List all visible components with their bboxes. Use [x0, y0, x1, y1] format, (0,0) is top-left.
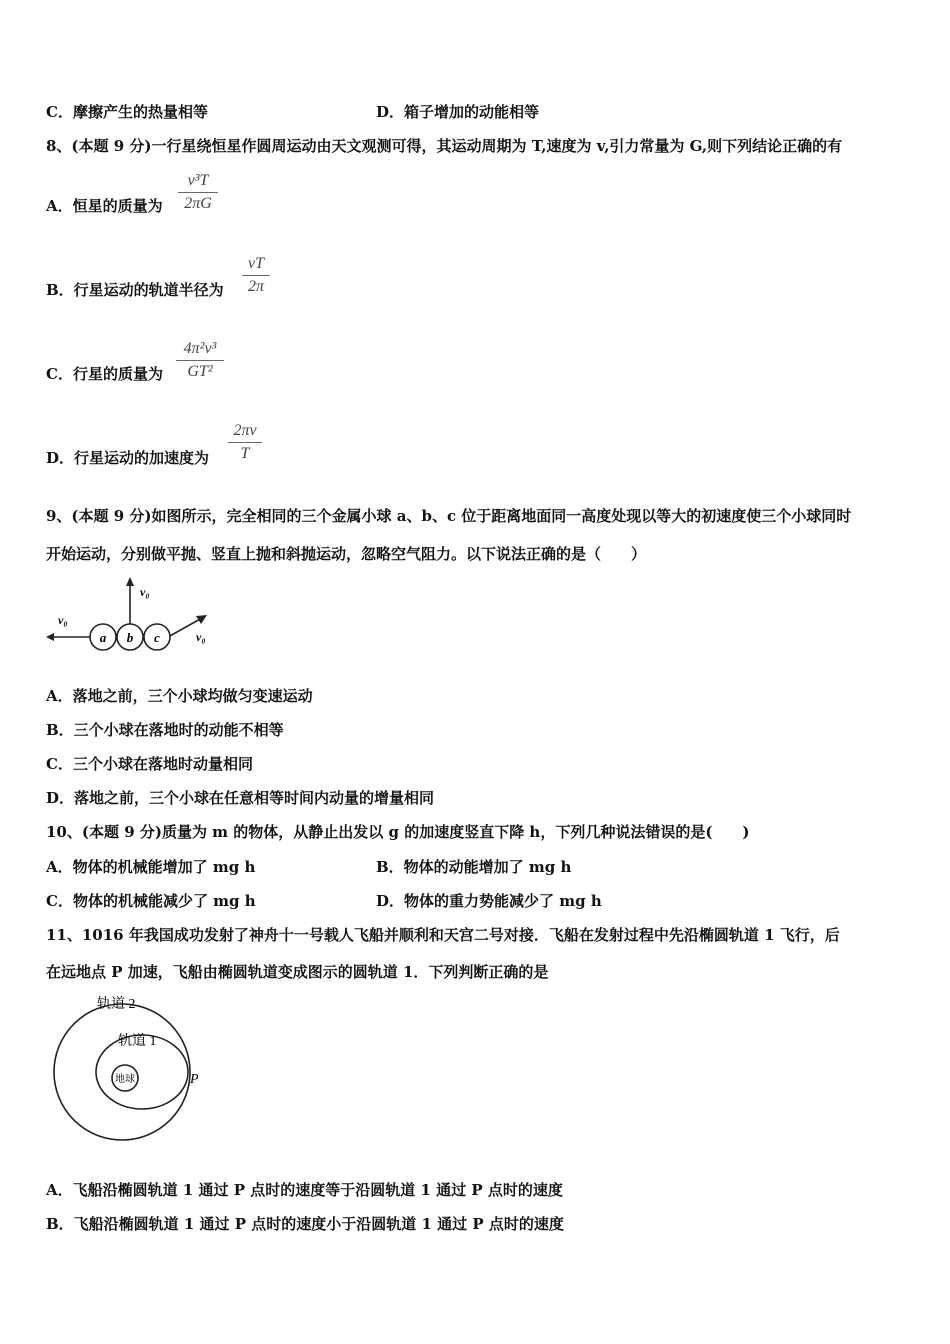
ball-b-label: b: [126, 630, 134, 645]
q10-option-c: C．物体的机械能减少了 mg h: [46, 892, 256, 910]
q10-option-a: A．物体的机械能增加了 mg h: [46, 858, 256, 876]
formula-numerator: vT: [248, 255, 264, 272]
formula-denominator: 2πG: [184, 195, 212, 212]
formula-denominator: T: [240, 445, 250, 462]
q7-option-c: C．摩擦产生的热量相等: [46, 103, 208, 121]
q8-option-c: C．行星的质量为: [46, 365, 163, 383]
formula-denominator: 2π: [247, 278, 264, 295]
q8-stem: 8、(本题 9 分)一行星绕恒星作圆周运动由天文观测可得，其运动周期为 T,速度为 v,引力常量为 G,则下列结论正确的有: [46, 137, 843, 155]
q8-option-d-formula: [228, 422, 262, 463]
q10-option-b: B．物体的动能增加了 mg h: [376, 858, 572, 876]
q9-option-a: A．落地之前，三个小球均做匀变速运动: [46, 687, 313, 705]
q10-option-d: D．物体的重力势能减少了 mg h: [376, 892, 602, 910]
v0-label-left: v₀: [58, 613, 68, 627]
earth-label: 地球: [115, 1074, 135, 1085]
q11-stem-line1: 11、1016 年我国成功发射了神舟十一号载人飞船并顺利和天宫二号对接．飞船在发射过程中先沿椭圆轨道 1 飞行，后: [46, 926, 840, 944]
formula-numerator: 4π²v³: [183, 340, 217, 357]
q9-option-c: C．三个小球在落地时动量相同: [46, 755, 253, 773]
q11-option-b: B．飞船沿椭圆轨道 1 通过 P 点时的速度小于沿圆轨道 1 通过 P 点时的速度: [46, 1215, 564, 1233]
q8-option-b-formula: [242, 255, 270, 296]
q8-option-c-formula: [176, 340, 224, 381]
q7-option-d: D．箱子增加的动能相等: [376, 103, 540, 121]
q9-stem-line1: 9、(本题 9 分)如图所示，完全相同的三个金属小球 a、b、c 位于距离地面同一高度处现以等大的初速度使三个小球同时: [46, 507, 852, 525]
q8-option-b: B．行星运动的轨道半径为: [46, 281, 224, 299]
q8-option-a-formula: [178, 172, 218, 213]
q9-figure-balls: [44, 574, 224, 660]
q9-option-d: D．落地之前，三个小球在任意相等时间内动量的增量相同: [46, 789, 435, 807]
q9-option-b: B．三个小球在落地时的动能不相等: [46, 721, 284, 739]
v0-label-up: v₀: [140, 585, 150, 599]
arrow-up-head-icon: [126, 577, 134, 586]
ball-c-label: c: [154, 630, 160, 645]
point-p-label: P: [190, 1072, 199, 1087]
orbit-2-label: 轨道 2: [97, 997, 136, 1012]
q9-stem-line2: 开始运动，分别做平抛、竖直上抛和斜抛运动，忽略空气阻力。以下说法正确的是（ ）: [46, 545, 647, 563]
v0-label-oblique: v₀: [196, 630, 206, 644]
ball-a-label: a: [99, 630, 107, 645]
orbit-1-label: 轨道 1: [118, 1034, 157, 1049]
q11-option-a: A．飞船沿椭圆轨道 1 通过 P 点时的速度等于沿圆轨道 1 通过 P 点时的速度: [46, 1181, 563, 1199]
formula-numerator: v³T: [187, 172, 209, 189]
q8-option-d: D．行星运动的加速度为: [46, 449, 210, 467]
q10-stem: 10、(本题 9 分)质量为 m 的物体，从静止出发以 g 的加速度竖直下降 h，下列几种说法错误的是( ): [46, 823, 750, 841]
q11-figure-orbits: [40, 990, 220, 1150]
q8-option-a: A．恒星的质量为: [46, 197, 163, 215]
q11-stem-line2: 在远地点 P 加速，飞船由椭圆轨道变成图示的圆轨道 1．下列判断正确的是: [46, 963, 549, 981]
formula-numerator: 2πv: [233, 422, 257, 439]
arrow-oblique-head-icon: [196, 615, 207, 624]
arrow-left-head-icon: [46, 633, 54, 641]
formula-denominator: GT²: [187, 363, 213, 380]
